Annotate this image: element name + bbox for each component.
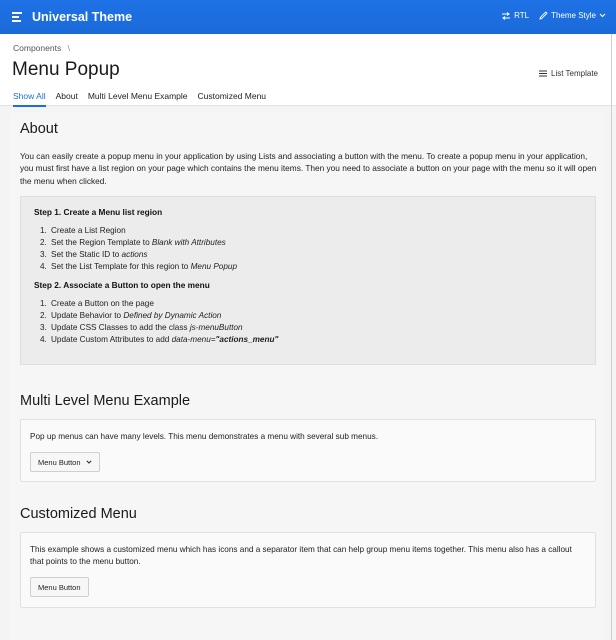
customized-menu-button[interactable] <box>30 577 89 597</box>
breadcrumb-item-components[interactable]: Components <box>13 43 62 53</box>
list-icon <box>539 70 547 77</box>
menu-button-label: Menu Button <box>38 457 81 467</box>
customized-menu-text: This example shows a customized menu which has icons and a separator item that can help group menu items together. This menu also has a callout that points to the menu button. <box>30 545 572 566</box>
list-item: 2. Update Behavior to Defined by Dynamic Action <box>40 311 222 320</box>
chevron-down-icon <box>86 460 92 464</box>
list-template-label: List Template <box>551 69 598 78</box>
menu-button-label: Menu Button <box>38 582 81 592</box>
steps-box <box>20 196 596 365</box>
main-content <box>10 113 604 640</box>
step1-list <box>40 225 582 273</box>
customized-menu-title: Customized Menu <box>20 506 137 522</box>
breadcrumb-separator: \ <box>67 43 70 53</box>
region-tabs <box>13 91 266 107</box>
list-item: 1. Create a Button on the page <box>40 299 154 308</box>
theme-style-button[interactable] <box>539 11 606 20</box>
list-item: 3. Set the Static ID to actions <box>40 250 148 259</box>
multi-level-title: Multi Level Menu Example <box>20 393 191 409</box>
tab-multi-level-menu-example[interactable]: Multi Level Menu Example <box>87 91 188 101</box>
theme-style-label: Theme Style <box>551 11 596 20</box>
multi-level-menu-button[interactable] <box>30 452 100 472</box>
rtl-label: RTL <box>514 11 530 20</box>
tab-about[interactable]: About <box>55 91 78 101</box>
list-template-link[interactable] <box>539 69 598 78</box>
rtl-toggle[interactable] <box>501 11 529 20</box>
breadcrumb <box>13 43 70 53</box>
customized-menu-card <box>20 532 596 608</box>
list-item: 4. Update Custom Attributes to add data-menu="actions_menu" <box>40 335 279 344</box>
chevron-down-icon <box>599 13 606 18</box>
step2-heading: Step 2. Associate a Button to open the menu <box>34 280 210 290</box>
list-item: 4. Set the List Template for this region to Menu Popup <box>40 262 238 271</box>
step2-list <box>40 298 582 346</box>
top-navigation-bar <box>0 0 616 34</box>
multi-level-text: Pop up menus can have many levels. This menu demonstrates a menu with several sub menus. <box>30 432 378 441</box>
multi-level-card <box>20 419 596 482</box>
list-item: 2. Set the Region Template to Blank with Attributes <box>40 238 226 247</box>
list-item: 3. Update CSS Classes to add the class js-menuButton <box>40 323 243 332</box>
about-text: You can easily create a popup menu in your application by using Lists and associating a button with the menu. To create a popup menu in your application, you must first have a list region on your page which contains the menu items. Then you need to associate a button on your page with the menu so it will open the menu when clicked. <box>20 151 597 186</box>
list-item: 1. Create a List Region <box>40 226 126 235</box>
pencil-icon <box>539 11 548 20</box>
step1-heading: Step 1. Create a Menu list region <box>34 207 163 217</box>
app-title[interactable]: Universal Theme <box>32 10 133 24</box>
arrows-icon <box>501 12 511 20</box>
menu-hamburger-icon[interactable] <box>12 12 22 22</box>
page-header <box>0 34 616 106</box>
tab-customized-menu[interactable]: Customized Menu <box>197 91 267 101</box>
right-border <box>611 34 612 640</box>
page-title: Menu Popup <box>12 59 120 80</box>
about-title: About <box>20 121 58 137</box>
tab-show-all[interactable]: Show All <box>13 91 46 107</box>
